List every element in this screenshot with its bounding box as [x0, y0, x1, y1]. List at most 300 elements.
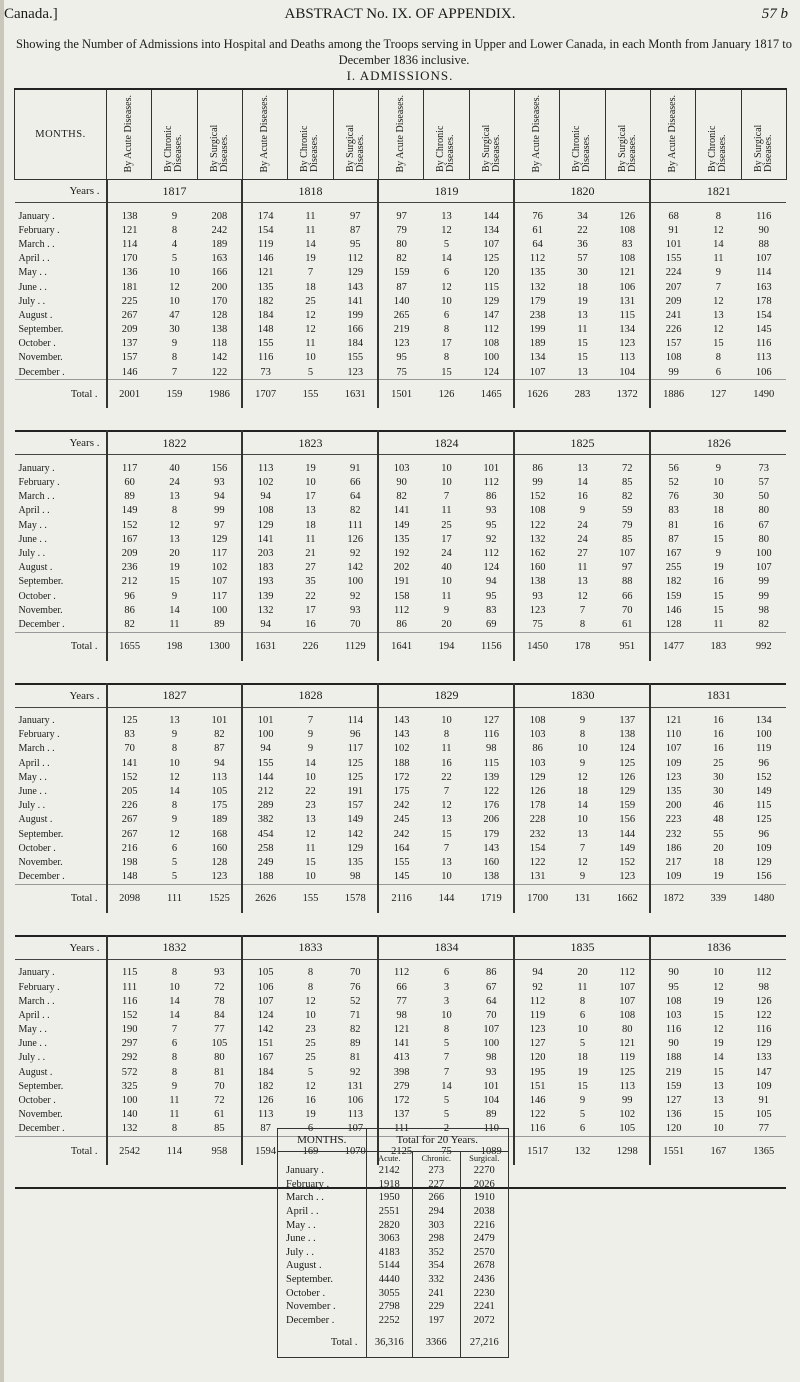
admissions-cell: 86: [514, 742, 559, 756]
admissions-cell: 129: [242, 518, 287, 532]
admissions-cell: 9: [579, 715, 586, 727]
column-header: [560, 89, 605, 180]
total-row: [15, 632, 787, 661]
admissions-cell: 188: [242, 870, 287, 885]
total-cell: 167: [696, 1137, 741, 1166]
summary-cell: 352: [413, 1246, 461, 1260]
column-header: [333, 89, 378, 180]
admissions-cell: 135: [514, 266, 559, 280]
summary-surgical-header: Surgical.: [460, 1152, 508, 1165]
admissions-cell: 61: [214, 1109, 225, 1121]
month-label: July . .: [18, 1052, 46, 1064]
admissions-cell: 131: [514, 870, 559, 885]
admissions-cell: 123: [619, 338, 636, 350]
admissions-cell: 137: [378, 1108, 423, 1122]
admissions-cell: 19: [305, 253, 316, 265]
admissions-cell: 12: [169, 281, 180, 293]
admissions-cell: 40: [441, 562, 452, 574]
admissions-cell: 107: [755, 253, 772, 265]
admissions-cell: 73: [242, 365, 287, 380]
admissions-cell: 30: [713, 771, 724, 783]
admissions-cell: 184: [347, 338, 364, 350]
month-label: September.: [18, 576, 64, 588]
admissions-cell: 98: [350, 871, 361, 883]
admissions-cell: 6: [307, 1123, 314, 1135]
summary-total-cell: 3366: [413, 1327, 461, 1357]
years-label: Years .: [15, 431, 107, 455]
admissions-cell: 9: [171, 1080, 178, 1092]
summary-row: [278, 1218, 508, 1232]
admissions-cell: 413: [378, 1051, 423, 1065]
column-header-label: By Surgical Diseases.: [616, 124, 638, 172]
admissions-cell: 325: [107, 1079, 152, 1093]
admissions-cell: 5: [171, 871, 178, 883]
admissions-cell: 94: [214, 491, 225, 503]
admissions-cell: 86: [514, 461, 559, 475]
admissions-cell: 149: [347, 814, 364, 826]
admissions-cell: 122: [514, 518, 559, 532]
admissions-cell: 119: [756, 743, 772, 755]
admissions-cell: 22: [577, 224, 588, 236]
admissions-cell: 129: [755, 1038, 772, 1050]
admissions-cell: 112: [378, 966, 423, 980]
admissions-cell: 11: [305, 224, 316, 236]
page-number: 57 b: [761, 6, 788, 22]
admissions-cell: 75: [514, 617, 559, 632]
month-row: [15, 980, 787, 994]
column-header: [152, 89, 197, 180]
admissions-cell: 16: [305, 618, 316, 630]
column-header-label: By Chronic Diseases.: [163, 125, 185, 172]
admissions-cell: 195: [514, 1065, 559, 1079]
admissions-cell: 24: [441, 547, 452, 559]
admissions-cell: 100: [107, 1093, 152, 1107]
admissions-cell: 137: [619, 715, 636, 727]
admissions-cell: 93: [486, 1066, 497, 1078]
admissions-cell: 5: [307, 366, 314, 378]
admissions-cell: 12: [577, 771, 588, 783]
admissions-cell: 6: [171, 1038, 178, 1050]
summary-header-row: [278, 1129, 508, 1152]
admissions-cell: 132: [514, 532, 559, 546]
admissions-cell: 124: [483, 366, 500, 378]
total-cell: 1490: [741, 380, 786, 409]
year-row: [15, 684, 787, 708]
admissions-cell: 87: [378, 280, 423, 294]
total-cell: 958: [197, 1137, 242, 1166]
total-cell: 1129: [333, 632, 378, 661]
admissions-cell: 103: [378, 461, 423, 475]
admissions-cell: 100: [755, 729, 772, 741]
admissions-cell: 35: [305, 576, 316, 588]
summary-cell: 354: [413, 1259, 461, 1273]
admissions-cell: 11: [441, 590, 452, 602]
admissions-cell: 20: [441, 618, 452, 630]
summary-cell: 227: [413, 1178, 461, 1192]
year-heading: 1819: [378, 180, 514, 203]
admissions-cell: 70: [107, 742, 152, 756]
summary-cell: 2798: [366, 1300, 413, 1314]
admissions-cell: 12: [169, 519, 180, 531]
admissions-cell: 209: [650, 294, 695, 308]
admissions-cell: 86: [107, 603, 152, 617]
admissions-cell: 13: [305, 505, 316, 517]
admissions-cell: 154: [755, 309, 772, 321]
admissions-cell: 8: [171, 743, 178, 755]
admissions-cell: 10: [305, 477, 316, 489]
month-label: October .: [18, 590, 56, 602]
total-cell: 194: [424, 632, 469, 661]
summary-month-label: July . .: [286, 1246, 315, 1258]
admissions-cell: 83: [622, 238, 633, 250]
admissions-cell: 200: [211, 281, 228, 293]
admissions-cell: 18: [305, 519, 316, 531]
admissions-cell: 170: [211, 295, 228, 307]
admissions-cell: 7: [443, 491, 450, 503]
month-label: September.: [18, 828, 64, 840]
month-label: June . .: [18, 1038, 47, 1050]
admissions-cell: 138: [107, 209, 152, 223]
admissions-cell: 162: [514, 546, 559, 560]
admissions-cell: 81: [350, 1052, 361, 1064]
admissions-cell: 30: [169, 324, 180, 336]
admissions-cell: 116: [756, 210, 772, 222]
admissions-cell: 109: [650, 756, 695, 770]
admissions-cell: 16: [305, 1095, 316, 1107]
admissions-cell: 8: [171, 1123, 178, 1135]
total-cell: 1089: [469, 1137, 514, 1166]
admissions-cell: 152: [107, 518, 152, 532]
admissions-cell: 217: [650, 855, 695, 869]
admissions-cell: 94: [242, 617, 287, 632]
admissions-cell: 11: [713, 253, 724, 265]
admissions-cell: 87: [650, 532, 695, 546]
admissions-cell: 142: [242, 1023, 287, 1037]
month-row: [15, 266, 787, 280]
admissions-cell: 15: [577, 338, 588, 350]
admissions-cell: 8: [579, 618, 586, 630]
total-cell: 1707: [242, 380, 287, 409]
admissions-cell: 143: [347, 281, 364, 293]
admissions-cell: 15: [713, 1009, 724, 1021]
year-heading: 1826: [650, 431, 786, 455]
admissions-cell: 238: [514, 308, 559, 322]
admissions-cell: 24: [169, 477, 180, 489]
twenty-year-summary: [277, 1128, 509, 1358]
month-row: [15, 1037, 787, 1051]
admissions-cell: 192: [378, 546, 423, 560]
admissions-cell: 9: [715, 547, 722, 559]
admissions-cell: 15: [577, 352, 588, 364]
admissions-cell: 117: [211, 590, 227, 602]
admissions-cell: 14: [577, 477, 588, 489]
admissions-cell: 99: [514, 475, 559, 489]
admissions-cell: 27: [305, 562, 316, 574]
month-row: [15, 813, 787, 827]
admissions-cell: 80: [758, 505, 769, 517]
column-header-label: By Surgical Diseases.: [344, 124, 366, 172]
admissions-cell: 7: [443, 1052, 450, 1064]
admissions-cell: 12: [305, 995, 316, 1007]
column-header: [288, 89, 333, 180]
admissions-cell: 12: [713, 224, 724, 236]
admissions-cell: 146: [242, 252, 287, 266]
admissions-cell: 57: [758, 477, 769, 489]
month-row: [15, 756, 787, 770]
total-cell: 144: [424, 884, 469, 913]
admissions-cell: 9: [579, 1095, 586, 1107]
month-row: [15, 742, 787, 756]
admissions-cell: 8: [171, 1066, 178, 1078]
admissions-cell: 113: [619, 1080, 635, 1092]
admissions-cell: 128: [211, 309, 228, 321]
month-row: [15, 237, 787, 251]
admissions-cell: 123: [347, 366, 364, 378]
admissions-cell: 112: [483, 477, 499, 489]
admissions-cell: 236: [107, 561, 152, 575]
admissions-cell: 16: [713, 743, 724, 755]
month-label: July . .: [18, 295, 46, 307]
admissions-cell: 10: [713, 967, 724, 979]
summary-cell: 2479: [460, 1232, 508, 1246]
month-row: [15, 280, 787, 294]
years-label: Years .: [15, 936, 107, 960]
admissions-cell: 100: [242, 728, 287, 742]
summary-cell: 241: [413, 1286, 461, 1300]
admissions-cell: 25: [305, 1038, 316, 1050]
admissions-cell: 77: [214, 1024, 225, 1036]
admissions-cell: 17: [441, 533, 452, 545]
total-cell: 1700: [514, 884, 559, 913]
month-row: [15, 337, 787, 351]
column-header: [378, 89, 423, 180]
admissions-cell: 134: [619, 324, 636, 336]
month-label: August .: [18, 814, 53, 826]
admissions-cell: 382: [242, 813, 287, 827]
admissions-cell: 19: [713, 871, 724, 883]
admissions-cell: 136: [107, 266, 152, 280]
total-cell: 2116: [378, 884, 423, 913]
summary-cell: 2216: [460, 1218, 508, 1232]
summary-month-label: March . .: [286, 1192, 324, 1204]
admissions-cell: 12: [305, 828, 316, 840]
admissions-cell: 17: [305, 604, 316, 616]
month-row: [15, 1065, 787, 1079]
admissions-cell: 18: [577, 786, 588, 798]
admissions-cell: 16: [713, 519, 724, 531]
admissions-cell: 87: [350, 224, 361, 236]
summary-month-label: December .: [286, 1314, 335, 1326]
admissions-cell: 8: [715, 210, 722, 222]
total-label: Total .: [15, 632, 107, 661]
admissions-cell: 157: [107, 351, 152, 365]
admissions-cell: 113: [756, 352, 772, 364]
admissions-cell: 112: [756, 967, 772, 979]
admissions-cell: 12: [441, 281, 452, 293]
summary-total-cell: 27,216: [460, 1327, 508, 1357]
admissions-cell: 106: [755, 366, 772, 378]
admissions-cell: 14: [441, 253, 452, 265]
admissions-cell: 103: [514, 728, 559, 742]
months-column-header: MONTHS.: [15, 89, 107, 180]
admissions-cell: 80: [758, 533, 769, 545]
admissions-cell: 114: [107, 237, 152, 251]
admissions-cell: 14: [577, 800, 588, 812]
admissions-cell: 3: [443, 995, 450, 1007]
running-header: [0, 6, 800, 28]
admissions-cell: 245: [378, 813, 423, 827]
total-cell: 1480: [741, 884, 786, 913]
admissions-cell: 191: [347, 786, 364, 798]
summary-row: [278, 1191, 508, 1205]
summary-cell: 2436: [460, 1273, 508, 1287]
admissions-cell: 55: [713, 828, 724, 840]
admissions-cell: 92: [514, 980, 559, 994]
admissions-cell: 141: [347, 295, 364, 307]
admissions-cell: 9: [171, 814, 178, 826]
admissions-cell: 5: [307, 1066, 314, 1078]
admissions-cell: 11: [169, 1109, 180, 1121]
admissions-cell: 119: [619, 1052, 635, 1064]
admissions-cell: 125: [483, 253, 500, 265]
admissions-cell: 24: [577, 533, 588, 545]
admissions-cell: 572: [107, 1065, 152, 1079]
month-row: [15, 855, 787, 869]
total-cell: 951: [605, 632, 650, 661]
admissions-cell: 92: [350, 1066, 361, 1078]
admissions-cell: 155: [378, 855, 423, 869]
admissions-cell: 167: [107, 532, 152, 546]
admissions-cell: 226: [107, 799, 152, 813]
admissions-cell: 111: [347, 519, 363, 531]
admissions-cell: 83: [650, 504, 695, 518]
total-cell: 1300: [197, 632, 242, 661]
admissions-cell: 22: [305, 786, 316, 798]
admissions-cell: 11: [441, 505, 452, 517]
admissions-cell: 174: [242, 209, 287, 223]
admissions-cell: 2: [443, 1123, 450, 1135]
admissions-cell: 5: [171, 253, 178, 265]
admissions-cell: 8: [443, 352, 450, 364]
admissions-cell: 267: [107, 308, 152, 322]
admissions-cell: 10: [441, 871, 452, 883]
admissions-cell: 267: [107, 813, 152, 827]
admissions-cell: 60: [107, 475, 152, 489]
admissions-cell: 119: [242, 237, 287, 251]
admissions-cell: 11: [577, 981, 588, 993]
column-header-label: By Chronic Diseases.: [707, 125, 729, 172]
admissions-cell: 9: [715, 462, 722, 474]
admissions-cell: 129: [347, 267, 364, 279]
admissions-cell: 103: [514, 756, 559, 770]
admissions-cell: 121: [107, 223, 152, 237]
column-header: [424, 89, 469, 180]
admissions-cell: 82: [214, 729, 225, 741]
admissions-cell: 111: [378, 1122, 423, 1137]
month-label: June . .: [18, 786, 47, 798]
admissions-cell: 124: [242, 1008, 287, 1022]
column-header: [741, 89, 786, 180]
years-label: Years .: [15, 180, 107, 203]
admissions-cell: 75: [378, 365, 423, 380]
admissions-cell: 105: [755, 1109, 772, 1121]
month-label: November.: [18, 604, 63, 616]
admissions-cell: 61: [514, 223, 559, 237]
admissions-cell: 184: [242, 1065, 287, 1079]
admissions-cell: 5: [171, 856, 178, 868]
total-cell: 1594: [242, 1137, 287, 1166]
admissions-cell: 147: [755, 1066, 772, 1078]
admissions-cell: 205: [107, 784, 152, 798]
admissions-cell: 46: [713, 800, 724, 812]
admissions-cell: 52: [650, 475, 695, 489]
admissions-cell: 82: [350, 505, 361, 517]
admissions-cell: 13: [169, 533, 180, 545]
total-cell: 1886: [650, 380, 695, 409]
admissions-cell: 123: [619, 871, 636, 883]
total-row: [15, 884, 787, 913]
admissions-cell: 156: [619, 814, 636, 826]
admissions-cell: 83: [486, 604, 497, 616]
admissions-cell: 10: [305, 871, 316, 883]
summary-cell: 294: [413, 1205, 461, 1219]
admissions-cell: 209: [107, 323, 152, 337]
admissions-cell: 13: [713, 1095, 724, 1107]
admissions-cell: 157: [650, 337, 695, 351]
admissions-cell: 151: [242, 1037, 287, 1051]
admissions-cell: 68: [650, 209, 695, 223]
summary-subheader-row: [278, 1152, 508, 1165]
admissions-cell: 36: [577, 238, 588, 250]
admissions-cell: 100: [483, 352, 500, 364]
month-row: [15, 1079, 787, 1093]
month-row: [15, 827, 787, 841]
admissions-cell: 176: [483, 800, 500, 812]
admissions-cell: 13: [441, 856, 452, 868]
admissions-cell: 84: [214, 1009, 225, 1021]
month-label: August .: [18, 562, 53, 574]
admissions-cell: 86: [486, 491, 497, 503]
month-label: April . .: [18, 757, 50, 769]
admissions-cell: 122: [211, 366, 228, 378]
month-label: May . .: [18, 267, 47, 279]
admissions-cell: 125: [347, 771, 364, 783]
month-row: [15, 252, 787, 266]
summary-row: [278, 1300, 508, 1314]
admissions-cell: 8: [443, 324, 450, 336]
admissions-cell: 178: [514, 799, 559, 813]
admissions-cell: 13: [577, 366, 588, 378]
admissions-cell: 110: [650, 728, 695, 742]
admissions-cell: 96: [758, 828, 769, 840]
admissions-cell: 126: [755, 995, 772, 1007]
admissions-cell: 16: [713, 576, 724, 588]
admissions-cell: 13: [713, 309, 724, 321]
admissions-cell: 30: [577, 267, 588, 279]
admissions-cell: 170: [107, 252, 152, 266]
admissions-cell: 142: [347, 562, 364, 574]
summary-row: [278, 1232, 508, 1246]
total-cell: 1872: [650, 884, 695, 913]
admissions-cell: 76: [514, 209, 559, 223]
admissions-cell: 141: [378, 504, 423, 518]
summary-month-label: May . .: [286, 1219, 316, 1231]
column-header: [242, 89, 287, 180]
admissions-cell: 18: [713, 856, 724, 868]
admissions-cell: 70: [350, 618, 361, 630]
admissions-cell: 56: [650, 461, 695, 475]
admissions-cell: 127: [483, 715, 500, 727]
